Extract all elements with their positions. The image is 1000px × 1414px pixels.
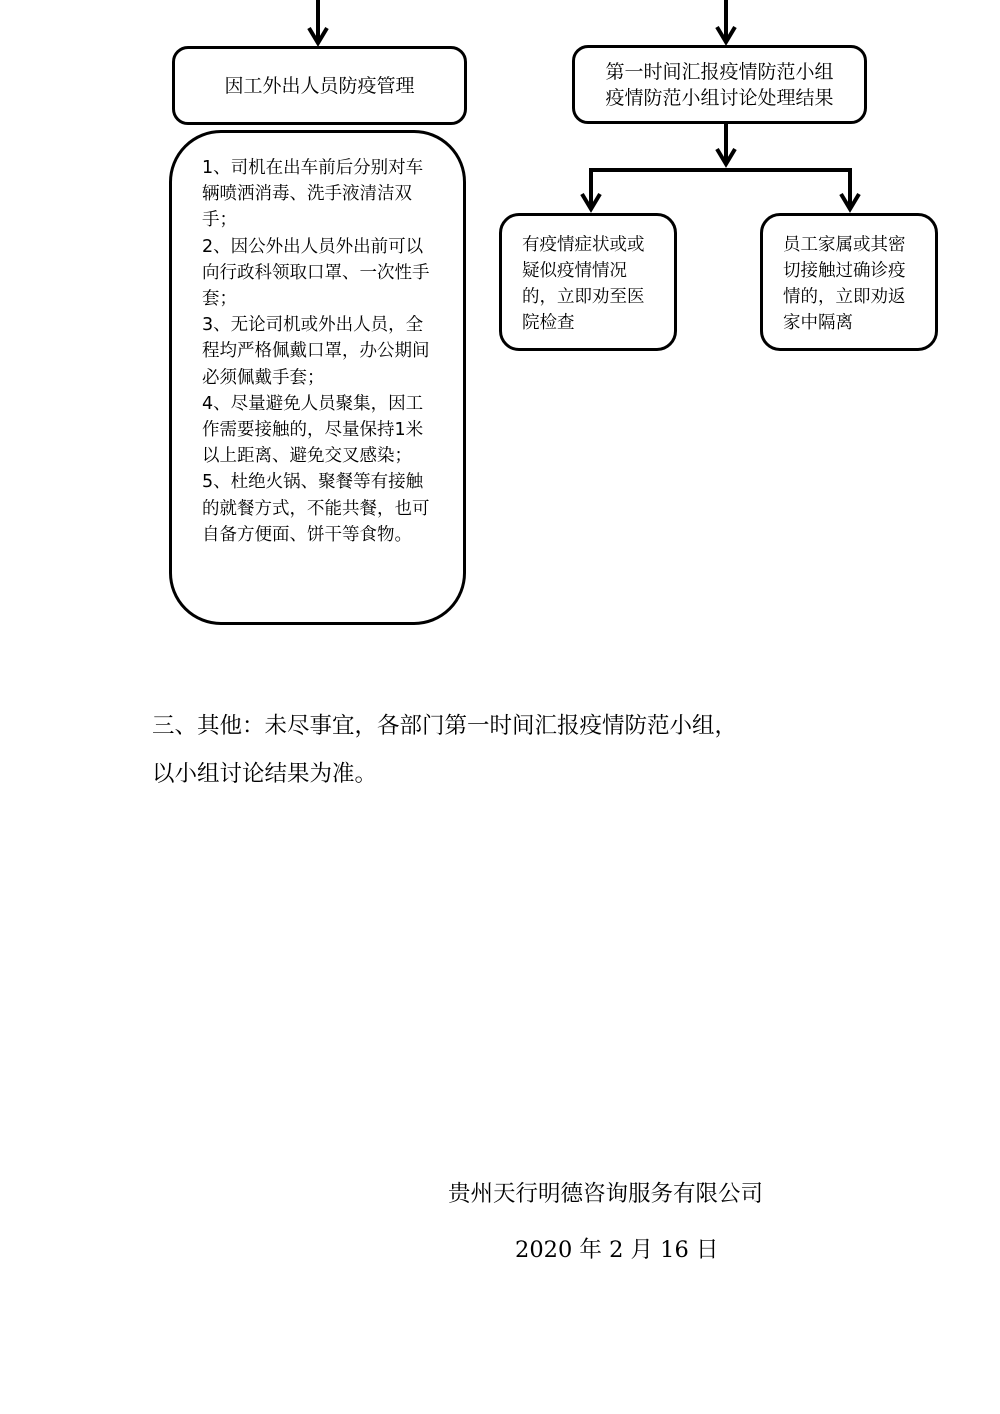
company-signature: 贵州天行明德咨询服务有限公司 <box>448 1181 764 1207</box>
rule-item-1: 1、司机在出车前后分别对车辆喷洒消毒、洗手液清洁双手； <box>202 158 424 231</box>
rule-item-3: 3、无论司机或外出人员，全程均严格佩戴口罩，办公期间必须佩戴手套； <box>202 315 430 388</box>
rule-item-5: 5、杜绝火锅、聚餐等有接触的就餐方式，不能共餐，也可自备方便面、饼干等食物。 <box>202 472 430 545</box>
branch-connector <box>582 168 859 209</box>
right-branch-title-line2: 疫情防范小组讨论处理结果 <box>605 86 834 109</box>
result-box-family-contact <box>760 213 938 351</box>
left-branch-rules-box <box>169 130 466 625</box>
section-three-line2: 以小组讨论结果为准。 <box>152 761 378 787</box>
document-date: 2020 年 2 月 16 日 <box>515 1237 719 1263</box>
section-three-paragraph <box>152 702 872 798</box>
arrow-down-from-right-title <box>717 124 735 164</box>
arrow-into-right-title <box>717 0 735 42</box>
arrow-into-left-title <box>309 0 327 43</box>
result-family-contact-text: 员工家属或其密切接触过确诊疫情的，立即劝返家中隔离 <box>783 235 906 333</box>
left-branch-title-box <box>172 46 467 125</box>
rule-item-4: 4、尽量避免人员聚集，因工作需要接触的，尽量保持1米以上距离、避免交叉感染； <box>202 393 424 467</box>
section-three-line1: 三、其他：未尽事宜，各部门第一时间汇报疫情防范小组， <box>152 713 738 739</box>
left-branch-title: 因工外出人员防疫管理 <box>224 74 415 97</box>
right-branch-title-box <box>572 45 867 124</box>
result-symptoms-text: 有疫情症状或或疑似疫情情况的，立即劝至医院检查 <box>522 235 645 333</box>
right-branch-title-line1: 第一时间汇报疫情防范小组 <box>605 60 834 83</box>
rule-item-2: 2、因公外出人员外出前可以向行政科领取口罩、一次性手套； <box>202 236 430 310</box>
result-box-symptoms <box>499 213 677 351</box>
